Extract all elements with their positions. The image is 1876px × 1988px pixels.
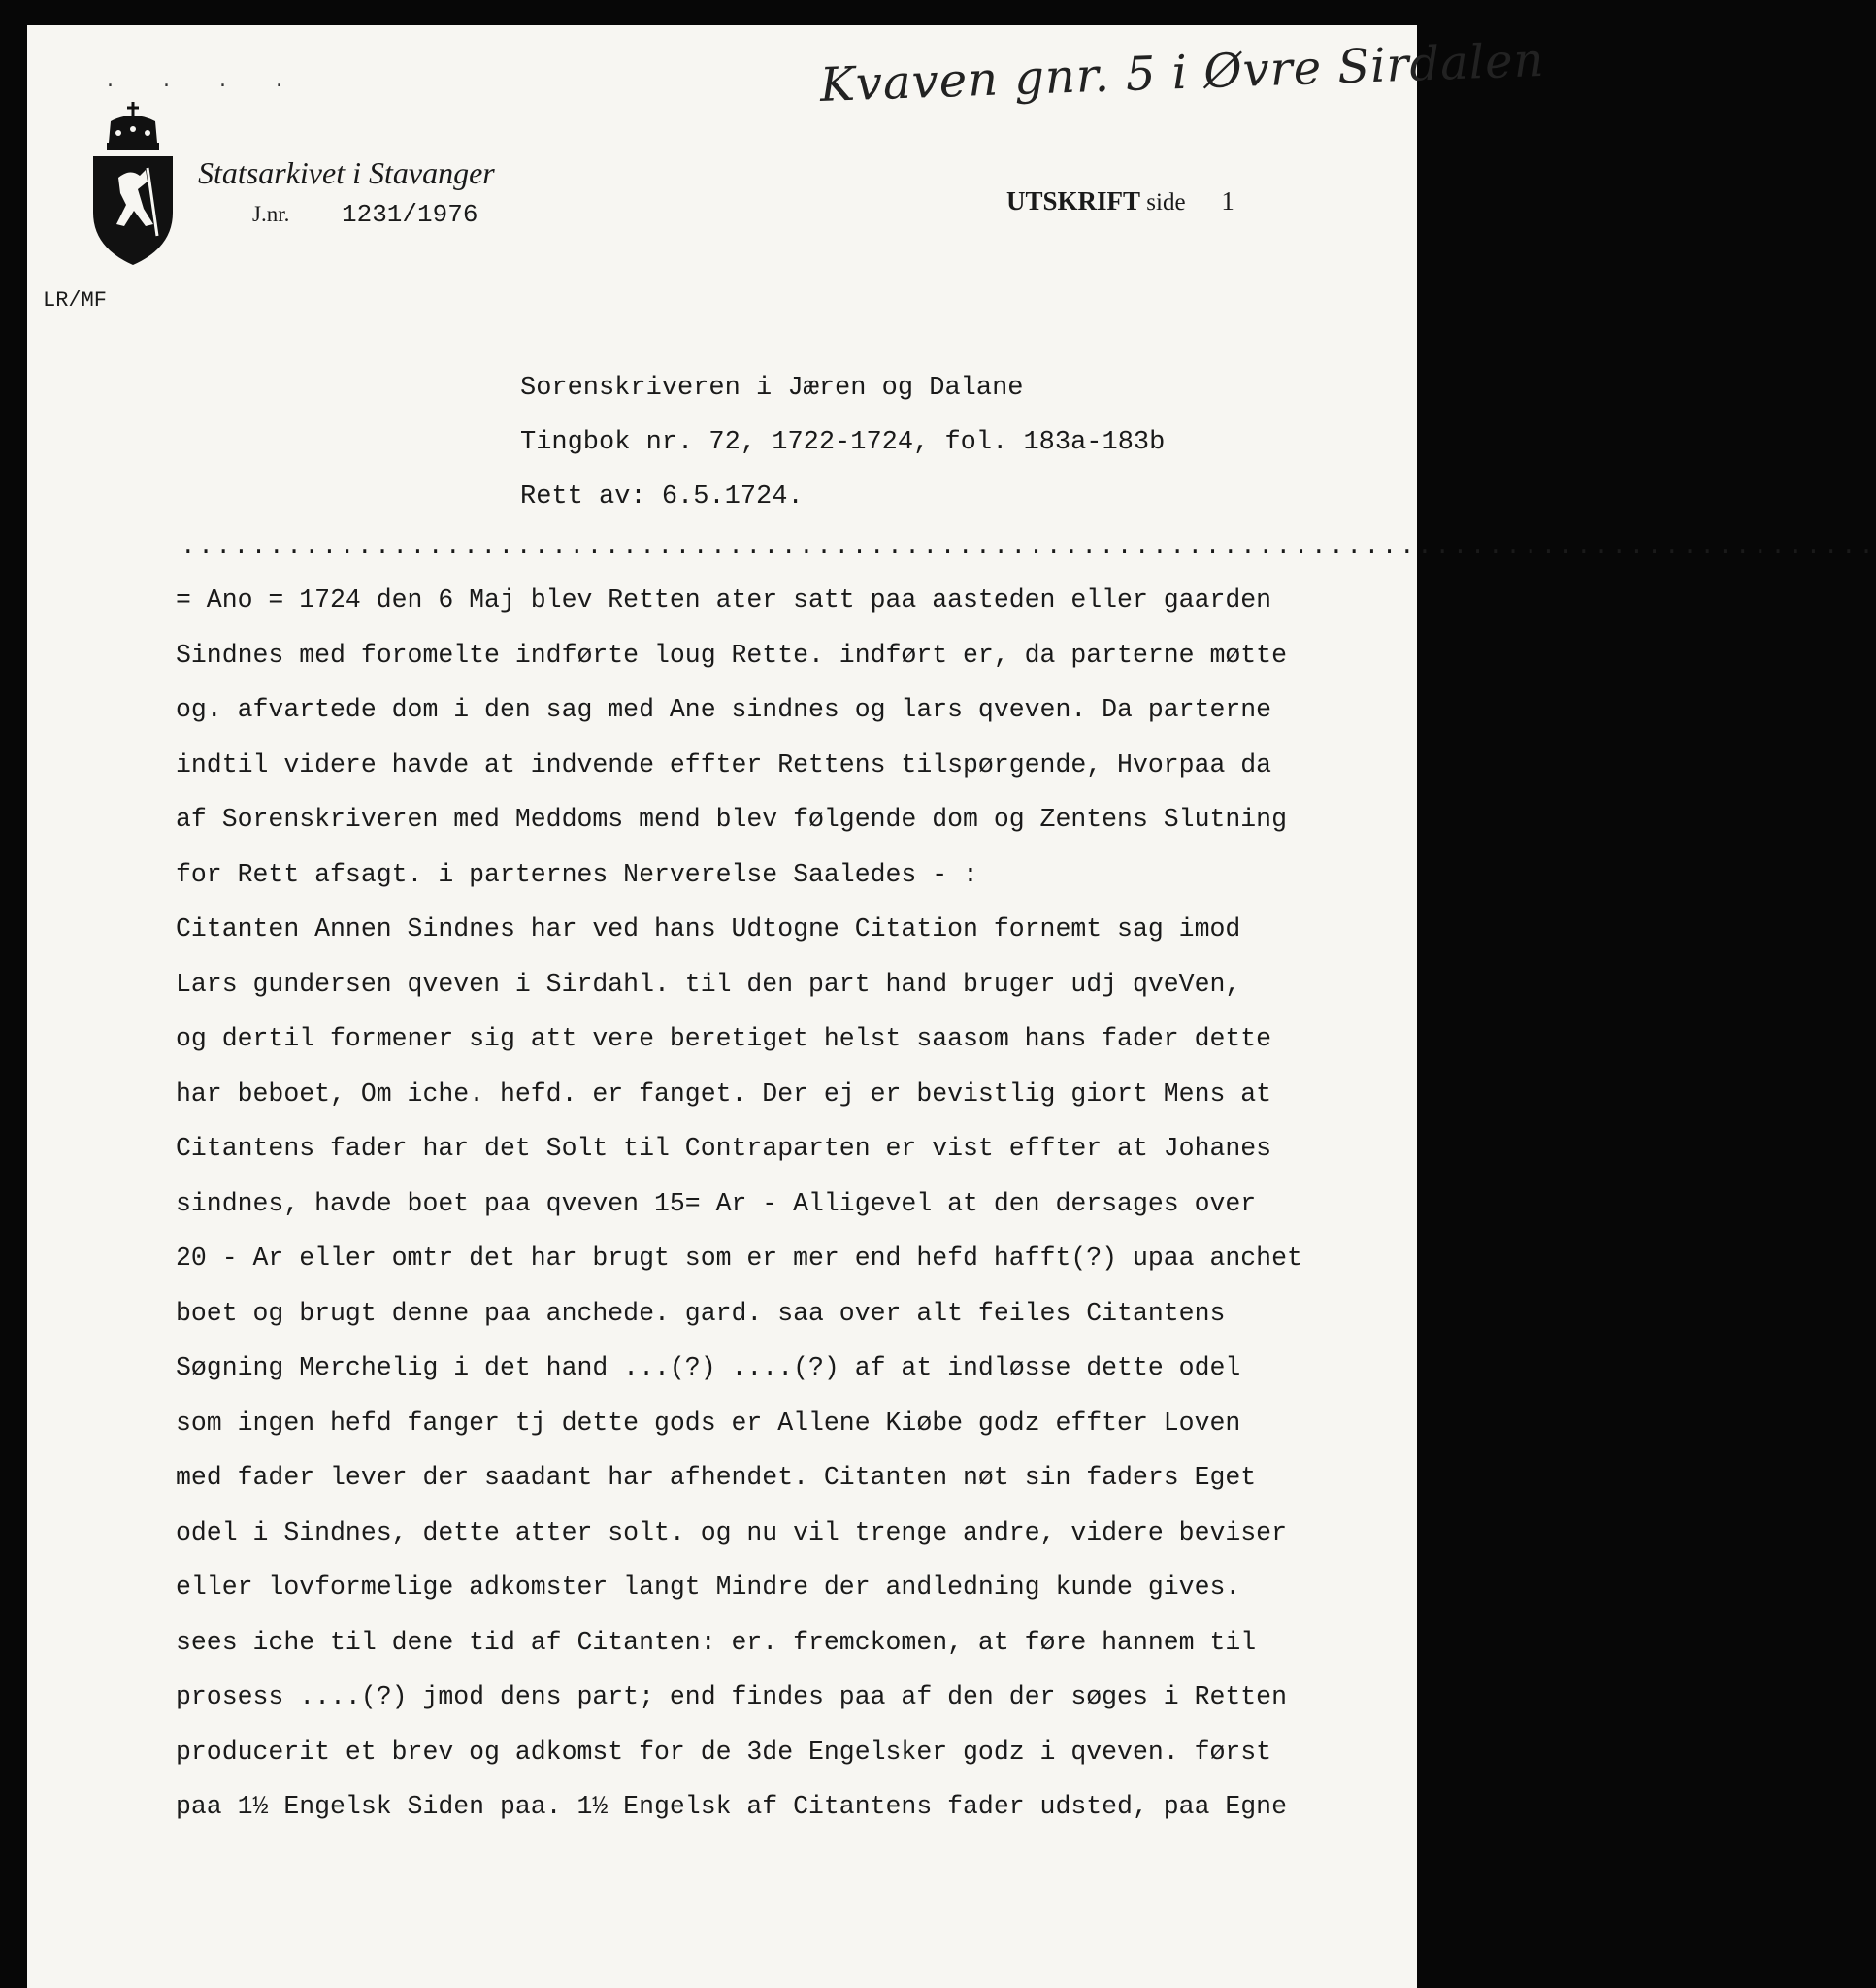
body-line: Lars gundersen qveven i Sirdahl. til den part hand bruger udj qveVen,: [176, 969, 1241, 999]
source-line: Sorenskriveren i Jæren og Dalane: [520, 374, 1024, 403]
body-line: Sindnes med foromelte indførte loug Rette. indført er, da parterne møtte: [176, 640, 1287, 670]
body-line: og dertil formener sig att vere beretiget helst saasom hans fader dette: [176, 1024, 1272, 1053]
initials: LR/MF: [43, 288, 108, 313]
journal-label: J.nr.: [252, 202, 290, 226]
body-line: indtil videre havde at indvende effter Rettens tilspørgende, Hvorpaa da: [176, 749, 1272, 779]
body-line: med fader lever der saadant har afhendet. Citanten nøt sin faders Eget: [176, 1463, 1257, 1492]
corner-marks: . . . .: [107, 68, 304, 92]
print-header: [1006, 186, 1234, 216]
body-line: producerit et brev og adkomst for de 3de Engelsker godz i qveven. først: [176, 1737, 1272, 1767]
coat-of-arms-icon: [89, 100, 177, 267]
body-line: paa 1½ Engelsk Siden paa. 1½ Engelsk af Citantens fader udsted, paa Egne: [176, 1792, 1287, 1821]
journal-number: 1231/1976: [342, 200, 478, 229]
body-line: som ingen hefd fanger tj dette gods er Allene Kiøbe godz effter Loven: [176, 1408, 1241, 1438]
body-line: eller lovformelige adkomster langt Mindre der andledning kunde gives.: [176, 1573, 1241, 1602]
body-line: sees iche til dene tid af Citanten: er. fremckomen, at føre hannem til: [176, 1627, 1257, 1657]
body-line: odel i Sindnes, dette atter solt. og nu vil trenge andre, videre beviser: [176, 1517, 1287, 1547]
body-line: Søgning Merchelig i det hand ...(?) ....(?) af at indløsse dette odel: [176, 1353, 1241, 1382]
body-line: sindnes, havde boet paa qveven 15= Ar - Alligevel at den dersages over: [176, 1188, 1257, 1218]
body-line: Citantens fader har det Solt til Contraparten er vist effter at Johanes: [176, 1134, 1272, 1163]
body-line: af Sorenskriveren med Meddoms mend blev følgende dom og Zentens Slutning: [176, 805, 1287, 834]
archive-name: Statsarkivet i Stavanger: [198, 155, 495, 190]
body-line: og. afvartede dom i den sag med Ane sindnes og lars qveven. Da parterne: [176, 695, 1272, 724]
body-line: Citanten Annen Sindnes har ved hans Udtogne Citation fornemt sag imod: [176, 914, 1241, 944]
transcription-body: [176, 573, 1302, 1835]
print-label: UTSKRIFT: [1006, 186, 1140, 215]
body-line: boet og brugt denne paa anchede. gard. saa over alt feiles Citantens: [176, 1298, 1226, 1328]
page-number: 1: [1221, 186, 1234, 215]
body-line: = Ano = 1724 den 6 Maj blev Retten ater satt paa aasteden eller gaarden: [176, 585, 1272, 614]
body-line: prosess ....(?) jmod dens part; end findes paa af den der søges i Retten: [176, 1682, 1287, 1711]
body-line: for Rett afsagt. i parternes Nerverelse Saaledes - :: [176, 859, 978, 889]
body-line: 20 - Ar eller omtr det har brugt som er mer end hefd hafft(?) upaa anchet: [176, 1243, 1302, 1273]
handwritten-note: Kvaven gnr. 5 i Øvre Sirdalen: [819, 32, 1546, 113]
page-label: side: [1146, 189, 1186, 215]
dotted-separator: ................................................................................................: [181, 532, 1876, 561]
source-line: Tingbok nr. 72, 1722-1724, fol. 183a-183b: [520, 428, 1166, 457]
source-line: Rett av: 6.5.1724.: [520, 482, 804, 512]
source-block: [520, 361, 1165, 524]
body-line: har beboet, Om iche. hefd. er fanget. Der ej er bevistlig giort Mens at: [176, 1078, 1272, 1109]
